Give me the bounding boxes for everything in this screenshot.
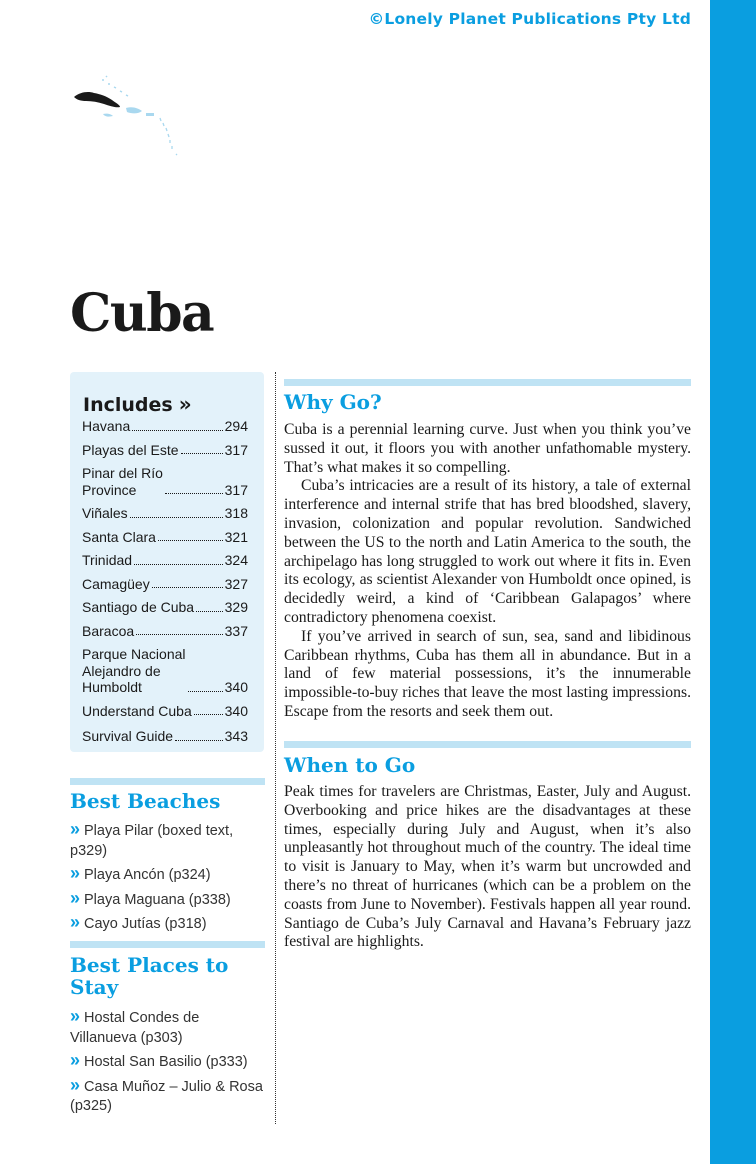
includes-item[interactable] (82, 552, 248, 569)
bahamas-dots (102, 76, 128, 96)
best-place-item-text: Casa Muñoz – Julio & Rosa (p325) (70, 1078, 263, 1114)
why-go-paragraph: Cuba’s intricacies are a result of its history, a tale of external interference and internal strife that has bred bloodshed, slavery, invasion, colonization and popular revolution. Sandwiched between the US to the north and Latin America to the south, the archipelago has long struggled to work out where it fits in. Even its ecology, as scientist Alexander von Humboldt once opined, is decidedly weird, a kind of ‘Caribbean Galapagos’ where contradictory phenomena coexist. (284, 477, 691, 626)
includes-item[interactable] (82, 529, 248, 546)
includes-item-page: 340 (224, 679, 248, 695)
bullet-chevron-icon: » (70, 1050, 81, 1070)
dot-leader (134, 564, 223, 565)
includes-item-page: 317 (224, 481, 248, 498)
includes-item-page: 318 (224, 505, 248, 521)
includes-item[interactable] (82, 599, 248, 616)
includes-item-name: Camagüey (82, 575, 150, 592)
includes-heading (83, 392, 192, 416)
dot-leader (152, 587, 223, 588)
dot-leader (181, 453, 223, 454)
why-go-paragraph: Cuba is a perennial learning curve. Just when you think you’ve sussed it out, it floors you with another unfathomable mystery. That’s what makes it so compelling. (284, 421, 691, 476)
includes-item-name: Baracoa (82, 622, 135, 639)
dot-leader (188, 691, 223, 692)
why-go-heading: Why Go? (284, 390, 382, 414)
includes-item-page: 343 (224, 728, 248, 744)
best-beaches-heading: Best Beaches (70, 789, 221, 813)
includes-item-name: Parque Nacional Alejandro de Humboldt (82, 646, 186, 695)
includes-item[interactable] (82, 465, 248, 498)
locator-map-icon (70, 70, 190, 160)
dot-leader (132, 430, 222, 431)
includes-item-name: Pinar del Río Province (82, 465, 163, 498)
best-beach-item (70, 864, 265, 886)
column-divider (275, 372, 276, 1124)
includes-item[interactable] (82, 576, 248, 593)
best-places-list (70, 1007, 265, 1120)
includes-item-name: Understand Cuba (82, 702, 192, 719)
why-go-paragraph: If you’ve arrived in search of sun, sea, sand and libidinous Caribbean rhythms, Cuba has them all in abundance. But in a land of few material possessions, it’s the innumerable impossible-to-buy riches that leave the most lasting impressions. Escape from the resorts and seek them out. (284, 627, 691, 720)
best-beach-item-text: Cayo Jutías (p318) (84, 916, 207, 932)
includes-item[interactable] (82, 623, 248, 640)
best-beaches-list (70, 820, 265, 938)
dot-leader (196, 611, 223, 612)
best-beach-item (70, 820, 265, 861)
when-to-go-rule (284, 741, 691, 748)
best-place-item (70, 1076, 265, 1117)
includes-item-name: Trinidad (82, 552, 133, 568)
includes-item-page: 340 (224, 702, 248, 719)
dot-leader (165, 493, 223, 494)
best-place-item (70, 1051, 265, 1073)
chevron-right-icon: » (178, 392, 192, 416)
antilles-dots (160, 118, 177, 155)
includes-item[interactable] (82, 728, 248, 745)
includes-item-name: Santa Clara (82, 528, 156, 545)
includes-item-name: Viñales (82, 505, 128, 521)
includes-item-name: Havana (82, 418, 131, 434)
when-to-go-paragraph: Peak times for travelers are Christmas, Easter, July and August. Overbooking and price hikes are the disadvantages at these times, especially during July and August, when it’s also unpleasantly hot throughout much of the country. The ideal time to visit is January to May, when it’s warm but uncrowded and there’s no threat of hurricanes (which can be a problem on the coasts from June to November). Festivals happen all year round. Santiago de Cuba’s July Carnaval and Havana’s February jazz festival are highlights. (284, 783, 691, 951)
includes-box (70, 372, 264, 752)
hispaniola-shape (126, 107, 142, 113)
bullet-chevron-icon: » (70, 863, 81, 883)
includes-item-page: 324 (224, 552, 248, 568)
includes-item-page: 329 (224, 599, 248, 615)
best-beach-item (70, 889, 265, 911)
includes-item[interactable] (82, 505, 248, 522)
includes-item[interactable] (82, 442, 248, 459)
page-title: Cuba (70, 283, 214, 344)
puerto-rico-shape (146, 113, 154, 116)
bullet-chevron-icon: » (70, 819, 81, 839)
includes-item[interactable] (82, 418, 248, 435)
bullet-chevron-icon: » (70, 1006, 81, 1026)
dot-leader (194, 714, 223, 715)
when-to-go-body (284, 783, 691, 952)
best-beach-item (70, 913, 265, 935)
why-go-body (284, 421, 691, 722)
includes-list (82, 418, 248, 745)
dot-leader (136, 634, 222, 635)
includes-item-name: Santiago de Cuba (82, 599, 195, 615)
includes-item-page: 337 (224, 622, 248, 639)
best-places-heading: Best Places to Stay (70, 953, 229, 999)
bullet-chevron-icon: » (70, 887, 81, 908)
cuba-shape (74, 92, 120, 107)
best-beach-item-text: Playa Pilar (boxed text, p329) (70, 823, 234, 859)
bullet-chevron-icon: » (70, 912, 81, 932)
includes-heading-label: Includes (83, 394, 173, 416)
copyright-notice: ©Lonely Planet Publications Pty Ltd (368, 10, 691, 28)
includes-item-page: 317 (224, 441, 248, 458)
dot-leader (175, 740, 223, 741)
includes-item-page: 321 (224, 528, 248, 545)
jamaica-shape (103, 114, 113, 117)
when-to-go-heading: When to Go (284, 753, 416, 777)
bullet-chevron-icon: » (70, 1074, 81, 1095)
why-go-rule (284, 379, 691, 386)
side-color-bar (710, 0, 756, 1164)
dot-leader (158, 540, 223, 541)
best-place-item (70, 1007, 265, 1048)
best-places-rule (70, 941, 265, 948)
best-place-item-text: Hostal San Basilio (p333) (84, 1054, 248, 1070)
best-place-item-text: Hostal Condes de Villanueva (p303) (70, 1010, 200, 1046)
includes-item-name: Playas del Este (82, 441, 179, 458)
includes-item[interactable] (82, 646, 248, 696)
best-beach-item-text: Playa Ancón (p324) (84, 867, 211, 883)
includes-item[interactable] (82, 703, 248, 720)
best-beaches-rule (70, 778, 265, 785)
dot-leader (130, 517, 223, 518)
includes-item-page: 294 (224, 418, 248, 434)
includes-item-page: 327 (224, 575, 248, 592)
best-beach-item-text: Playa Maguana (p338) (84, 891, 231, 908)
includes-item-name: Survival Guide (82, 728, 174, 744)
